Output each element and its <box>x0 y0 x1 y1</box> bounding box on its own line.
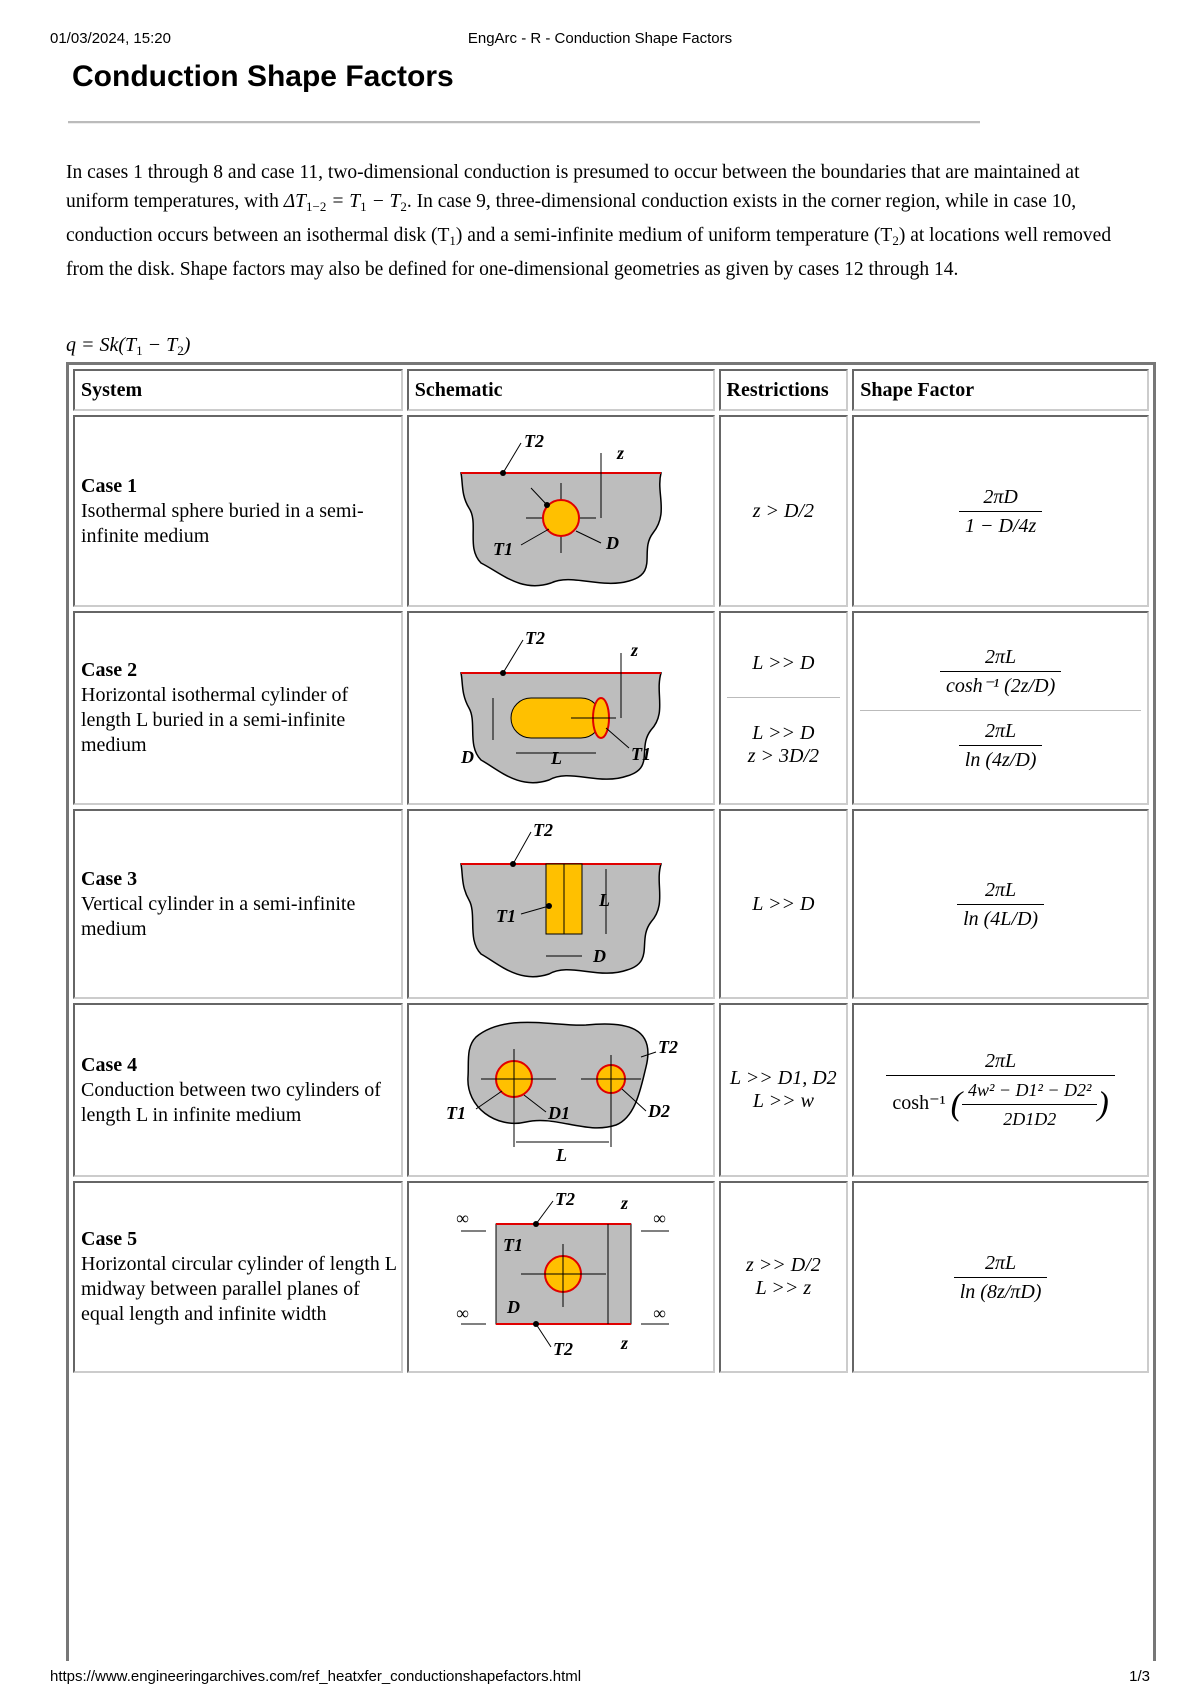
case-3-shape-factor <box>852 809 1149 999</box>
label-l: L <box>550 747 562 768</box>
case-1-restriction: z > D/2 <box>719 415 849 607</box>
label-t1: T1 <box>495 905 516 926</box>
case-description: Horizontal isothermal cylinder of length L buried in a semi-infinite medium <box>81 684 349 756</box>
case-description: Vertical cylinder in a semi-infinite medium <box>81 892 356 940</box>
label-z: z <box>616 443 624 463</box>
case-1-shape-factor <box>852 415 1149 607</box>
restriction-2: L >> w <box>752 1090 814 1112</box>
case-2-shape-factor <box>852 611 1149 805</box>
table-row <box>73 611 1149 805</box>
restriction-b2: z > 3D/2 <box>747 745 819 767</box>
intro-paragraph: In cases 1 through 8 and case 11, two-dimensional conduction is presumed to occur between the boundaries that are maintained at uniform temperatures, with $\Delta T_{1-2} = T_1 - T_2$. In case 9, three-dimensional conduction exists in the corner region, while in case 10, conduction occurs between an isothermal disk $(T_1)$ and a semi-infinite medium of uniform temperature $(T_2)$ at locations well removed from the disk. Shape factors may also be defined for one-dimensional geometries as given by cases 12 through 14. <box>66 162 1112 280</box>
case-3-system <box>73 809 403 999</box>
label-z: z <box>620 1193 628 1213</box>
label-t2: T2 <box>532 819 553 840</box>
label-d: D <box>506 1297 520 1317</box>
label-infinity: ∞ <box>652 1303 666 1323</box>
label-t2: T2 <box>657 1037 678 1057</box>
case-label: Case 4 <box>81 1053 138 1076</box>
case-label: Case 2 <box>81 659 138 681</box>
header-schematic: Schematic <box>407 369 715 411</box>
vertical-cylinder-schematic-image <box>441 814 681 989</box>
case-4-schematic <box>407 1003 715 1177</box>
case-label: Case 1 <box>81 474 138 497</box>
case-5-restriction <box>719 1181 849 1373</box>
page-title: Conduction Shape Factors <box>72 60 454 93</box>
case-description: Horizontal circular cylinder of length L midway between parallel planes of equal length and infinite width <box>81 1253 397 1325</box>
case-5-system <box>73 1181 403 1373</box>
label-t2: T2 <box>554 1189 575 1209</box>
case-2-schematic <box>407 611 715 805</box>
case-1-schematic <box>407 415 715 607</box>
restriction-1: z >> D/2 <box>745 1254 821 1276</box>
label-t1: T1 <box>502 1235 523 1255</box>
case-3-restriction: L >> D <box>719 809 849 999</box>
label-infinity: ∞ <box>652 1208 666 1228</box>
table-row <box>73 1181 1149 1373</box>
case-label: Case 5 <box>81 1228 138 1250</box>
label-l: L <box>555 1145 567 1165</box>
case-4-shape-factor <box>852 1003 1149 1177</box>
print-page-number: 1/3 <box>1129 1668 1150 1685</box>
print-url: https://www.engineeringarchives.com/ref_heatxfer_conductionshapefactors.html <box>50 1668 582 1685</box>
fraction: $\frac{2\pi L}{\ln (4z/D)}$ <box>959 717 1043 774</box>
case-3-schematic <box>407 809 715 999</box>
restriction-a: L >> D <box>752 652 815 674</box>
fraction: $\frac{2\pi L}{\ln (4L/D)}$ <box>957 876 1044 933</box>
case-2-restriction <box>719 611 849 805</box>
table-row <box>73 809 1149 999</box>
label-infinity: ∞ <box>455 1208 469 1228</box>
heat-rate-equation: $q = Sk(T_1 - T_2)$ <box>66 334 191 358</box>
restriction-b1: L >> D <box>752 722 815 744</box>
restriction-2: L >> z <box>755 1277 812 1299</box>
label-d: D <box>592 945 606 966</box>
cylinder-between-planes-schematic-image <box>441 1189 681 1359</box>
header-system: System <box>73 369 403 411</box>
two-cylinders-schematic-image <box>436 1007 686 1167</box>
label-d2: D2 <box>647 1101 670 1121</box>
table-row <box>73 1003 1149 1177</box>
case-description: Isothermal sphere buried in a semi-infinite medium <box>81 499 364 547</box>
print-timestamp: 01/03/2024, 15:20 <box>50 30 171 47</box>
label-t1: T1 <box>492 539 513 559</box>
label-t1: T1 <box>630 743 651 764</box>
label-d: D <box>460 746 474 767</box>
sphere-schematic-image <box>441 423 681 593</box>
label-d1: D1 <box>547 1103 570 1123</box>
label-infinity: ∞ <box>455 1303 469 1323</box>
label-t1: T1 <box>445 1103 466 1123</box>
case-2-system <box>73 611 403 805</box>
label-l: L <box>598 889 610 910</box>
cell-divider <box>727 697 841 698</box>
restriction-1: L >> D1, D2 <box>730 1067 837 1089</box>
case-description: Conduction between two cylinders of length L in infinite medium <box>81 1078 381 1126</box>
label-t2: T2 <box>523 431 544 451</box>
case-5-schematic <box>407 1181 715 1373</box>
print-page-title: EngArc - R - Conduction Shape Factors <box>467 30 733 47</box>
label-t2: T2 <box>524 627 545 648</box>
header-restrictions: Restrictions <box>719 369 849 411</box>
table-header-row <box>73 369 1149 411</box>
case-4-restriction <box>719 1003 849 1177</box>
fraction: $\frac{2\pi D}{1 - D/4z}$ <box>959 483 1042 540</box>
label-z: z <box>630 639 638 660</box>
title-divider <box>68 121 980 124</box>
fraction: 2πL cosh⁻¹ ( $\frac{\text{4w² − D1² − D2²}}{2D1D2}$ ) <box>886 1047 1114 1133</box>
case-1-system <box>73 415 403 607</box>
header-shape-factor: Shape Factor <box>852 369 1149 411</box>
shape-factor-table-frame <box>66 362 1156 1661</box>
case-5-shape-factor <box>852 1181 1149 1373</box>
table-row <box>73 415 1149 607</box>
fraction: $\frac{2\pi L}{\text{cosh⁻¹ (2z/D)}}$ <box>940 643 1061 700</box>
horizontal-cylinder-schematic-image <box>441 618 681 793</box>
case-label: Case 3 <box>81 867 138 890</box>
case-4-system <box>73 1003 403 1177</box>
label-t2: T2 <box>552 1339 573 1359</box>
shape-factor-table <box>69 365 1153 1377</box>
cell-divider <box>860 710 1141 711</box>
fraction: $\frac{2\pi L}{\ln (8z/\pi D)}$ <box>954 1249 1048 1306</box>
label-z: z <box>620 1333 628 1353</box>
label-d: D <box>605 533 619 553</box>
